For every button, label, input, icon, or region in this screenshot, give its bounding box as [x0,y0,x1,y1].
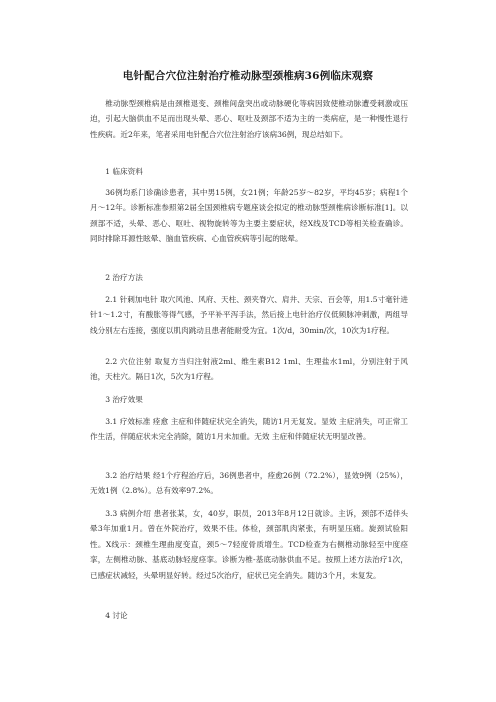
section-2-2-paragraph: 2.2 穴位注射 取复方当归注射液2ml、维生素B12 1ml、生理盐水1ml，分别注射于风池，天柱穴。隔日1次，5次为1疗程。 [90,357,408,382]
section-3-heading: 3 治疗效果 [105,395,143,404]
section-3-body-1 [90,414,408,445]
section-1-body [90,185,408,247]
section-4 [90,608,408,623]
section-3-body-3 [90,506,408,583]
section-4-heading: 4 讨论 [105,611,128,620]
section-2-heading: 2 治疗方法 [105,273,143,282]
section-3-1-paragraph: 3.1 疗效标准 痊愈 主症和伴随症状完全消失，随访1月无复发。显效 主症消失，可正常工作生活，伴随症状未完全消除，随访1月未加重。无效 主症和伴随症状无明显改善。 [90,417,408,442]
intro-block [90,96,408,142]
section-1 [90,164,408,179]
intro-paragraph: 椎动脉型颈椎病是由颈椎退变、颈椎间盘突出或动脉硬化等病因致使椎动脉遭受刺激或压迫，引起大脑供血不足而出现头晕、恶心、呕吐及颈部不适为主的一类病症，是一种慢性退行性疾病。近2年来，笔者采用电针配合穴位注射治疗该病36例，现总结如下。 [90,99,408,139]
section-3-2-paragraph: 3.2 治疗结果 经1个疗程治疗后，36例患者中，痊愈26例（72.2%），显效9例（25%），无效1例（2.8%）。总有效率97.2%。 [90,471,408,496]
section-3 [90,392,408,407]
section-2-body-1 [90,292,408,338]
paper-title: 电针配合穴位注射治疗椎动脉型颈椎病36例临床观察 [122,70,374,82]
section-2-body-2 [90,354,408,385]
section-1-paragraph: 36例均系门诊确诊患者，其中男15例，女21例；年龄25岁～82岁，平均45岁；病程1个月～12年。诊断标准参照第2届全国颈椎病专题座谈会拟定的椎动脉型颈椎病诊断标准[1]。以颈部不适，头晕、恶心、呕吐、视物旋转等为主要主要症状，经X线及TCD等相关检查确诊。同时排除耳源性眩晕、脑血管疾病、心血管疾病等引起的眩晕。 [90,188,408,244]
section-2-1-paragraph: 2.1 针刺加电针 取穴风池、风府、天柱、颈夹脊穴、肩井、天宗、百会等，用1.5寸毫针进针1～1.2寸，有酸胀等得气感，予平补平泻手法，然后接上电针治疗仪低频脉冲刺激，两组导线分别左右连接，强度以肌肉跳动且患者能耐受为宜。1次/d，30min/次，10次为1疗程。 [90,295,408,335]
section-3-body-2 [90,468,408,499]
section-2 [90,270,408,285]
section-3-3-paragraph: 3.3 病例介绍 患者张某，女，40岁，职员，2013年8月12日就诊。主诉，颈部不适伴头晕3年加重1月。曾在外院治疗，效果不佳。体检，颈部肌肉紧张，有明显压痛。旋颈试验阳性。X线示：颈椎生理曲度变直，颈5～7轻度骨质增生。TCD检查为右侧椎动脉轻至中度痉挛，左侧椎动脉、基底动脉轻度痉挛。诊断为椎-基底动脉供血不足。按照上述方法治疗1次，已感症状减轻，头晕明显好转。经过5次治疗，症状已完全消失。随访3个月，未复发。 [90,509,408,580]
section-1-heading: 1 临床资料 [105,167,143,176]
